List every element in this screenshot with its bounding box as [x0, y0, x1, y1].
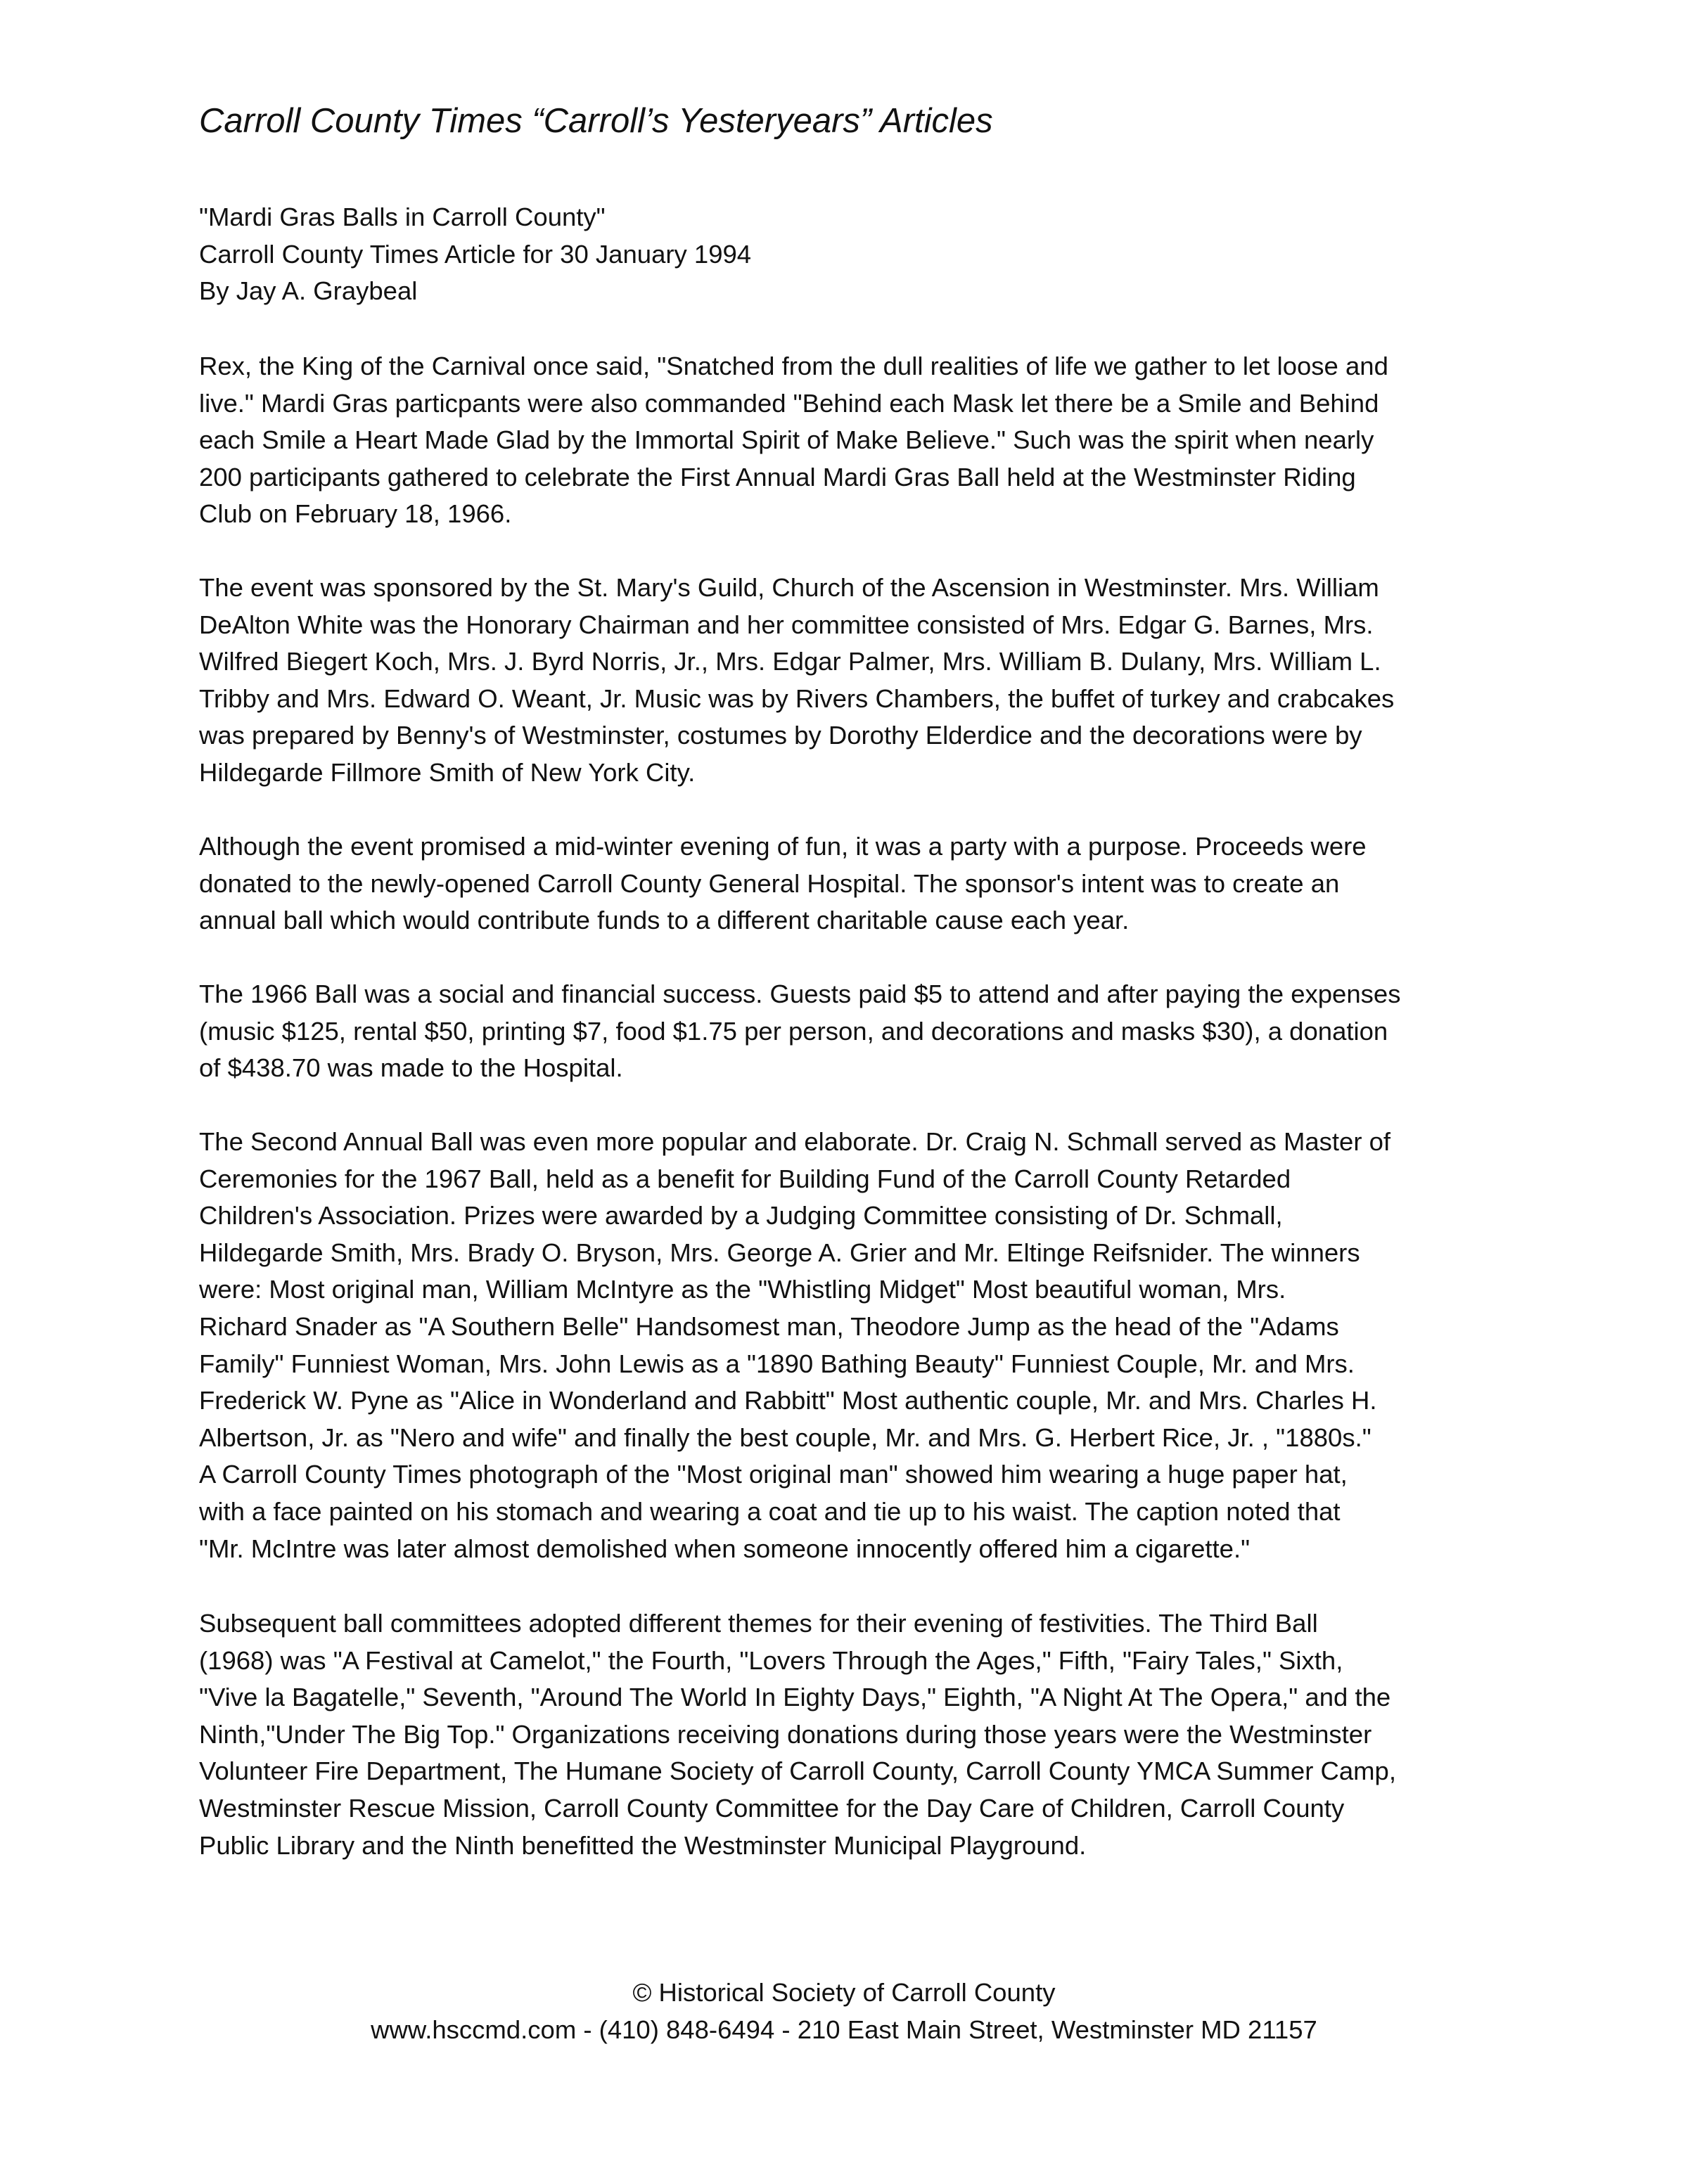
paragraph-line: of $438.70 was made to the Hospital. — [199, 1053, 623, 1083]
paragraph-line: were: Most original man, William McIntyre as the "Whistling Midget" Most beautiful woman, Mrs. — [199, 1275, 1286, 1304]
paragraph-line: "Vive la Bagatelle," Seventh, "Around The World In Eighty Days," Eighth, "A Night At The Opera," and the — [199, 1683, 1391, 1712]
article-paragraph — [199, 1124, 1390, 1567]
paragraph-line: Club on February 18, 1966. — [199, 499, 512, 529]
copyright-notice: © Historical Society of Carroll County — [632, 1978, 1056, 2007]
article-header — [199, 199, 751, 310]
paragraph-line: Family" Funniest Woman, Mrs. John Lewis as a "1890 Bathing Beauty" Funniest Couple, Mr. and Mrs. — [199, 1349, 1355, 1378]
article-paragraph — [199, 348, 1388, 533]
paragraph-line: (music $125, rental $50, printing $7, food $1.75 per person, and decorations and masks $30), a donation — [199, 1016, 1388, 1046]
contact-info: www.hsccmd.com - (410) 848-6494 - 210 East Main Street, Westminster MD 21157 — [371, 2015, 1317, 2044]
paragraph-line: donated to the newly-opened Carroll County General Hospital. The sponsor's intent was to create an — [199, 868, 1340, 898]
paragraph-line: Frederick W. Pyne as "Alice in Wonderland and Rabbitt" Most authentic couple, Mr. and Mrs. Charles H. — [199, 1386, 1377, 1415]
paragraph-line: A Carroll County Times photograph of the "Most original man" showed him wearing a huge paper hat, — [199, 1460, 1348, 1489]
paragraph-line: Rex, the King of the Carnival once said, "Snatched from the dull realities of life we gather to let loose and — [199, 352, 1388, 380]
paragraph-line: each Smile a Heart Made Glad by the Immortal Spirit of Make Believe." Such was the spirit when nearly — [199, 425, 1374, 455]
article-byline: By Jay A. Graybeal — [199, 276, 418, 306]
paragraph-line: Hildegarde Smith, Mrs. Brady O. Bryson, Mrs. George A. Grier and Mr. Eltinge Reifsnider. The winners — [199, 1238, 1360, 1267]
paragraph-line: with a face painted on his stomach and wearing a coat and tie up to his waist. The caption noted that — [199, 1496, 1341, 1526]
paragraph-line: DeAlton White was the Honorary Chairman and her committee consisted of Mrs. Edgar G. Barnes, Mrs. — [199, 610, 1374, 639]
paragraph-line: The event was sponsored by the St. Mary's Guild, Church of the Ascension in Westminster. Mrs. William — [199, 573, 1379, 602]
paragraph-line: Hildegarde Fillmore Smith of New York City. — [199, 757, 696, 787]
paragraph-line: live." Mardi Gras particpants were also commanded "Behind each Mask let there be a Smile and Behind — [199, 388, 1379, 418]
article-paragraph — [199, 1605, 1396, 1864]
paragraph-line: Ninth,"Under The Big Top." Organizations receiving donations during those years were the Westminster — [199, 1719, 1372, 1749]
paragraph-line: Tribby and Mrs. Edward O. Weant, Jr. Music was by Rivers Chambers, the buffet of turkey and crabcakes — [199, 683, 1395, 713]
paragraph-line: "Mr. McIntre was later almost demolished when someone innocently offered him a cigarette." — [199, 1534, 1251, 1563]
article-paragraph — [199, 976, 1400, 1087]
paragraph-line: (1968) was "A Festival at Camelot," the Fourth, "Lovers Through the Ages," Fifth, "Fairy Tales," Sixth, — [199, 1645, 1343, 1675]
paragraph-line: Richard Snader as "A Southern Belle" Handsomest man, Theodore Jump as the head of the "Adams — [199, 1311, 1339, 1341]
paragraph-line: The Second Annual Ball was even more popular and elaborate. Dr. Craig N. Schmall served as Master of — [199, 1127, 1391, 1156]
article-paragraph — [199, 828, 1367, 939]
paragraph-line: Wilfred Biegert Koch, Mrs. J. Byrd Norris, Jr., Mrs. Edgar Palmer, Mrs. William B. Dulany, Mrs. William L. — [199, 647, 1381, 676]
article-headline: "Mardi Gras Balls in Carroll County" — [199, 203, 606, 231]
paragraph-line: Volunteer Fire Department, The Humane Society of Carroll County, Carroll County YMCA Summer Camp, — [199, 1756, 1396, 1786]
paragraph-line: Westminster Rescue Mission, Carroll County Committee for the Day Care of Children, Carroll County — [199, 1793, 1345, 1823]
paragraph-line: annual ball which would contribute funds to a different charitable cause each year. — [199, 906, 1130, 935]
paragraph-line: 200 participants gathered to celebrate the First Annual Mardi Gras Ball held at the Westminster Riding — [199, 462, 1356, 492]
page-footer — [0, 1974, 1688, 2048]
article-dateline: Carroll County Times Article for 30 January 1994 — [199, 239, 752, 269]
paragraph-line: Although the event promised a mid-winter evening of fun, it was a party with a purpose. Proceeds were — [199, 832, 1367, 861]
paragraph-line: Subsequent ball committees adopted different themes for their evening of festivities. The Third Ball — [199, 1609, 1318, 1638]
paragraph-line: was prepared by Benny's of Westminster, costumes by Dorothy Elderdice and the decorations were by — [199, 721, 1362, 750]
paragraph-line: Public Library and the Ninth benefitted the Westminster Municipal Playground. — [199, 1830, 1087, 1860]
paragraph-line: Children's Association. Prizes were awarded by a Judging Committee consisting of Dr. Schmall, — [199, 1201, 1283, 1231]
paragraph-line: Albertson, Jr. as "Nero and wife" and finally the best couple, Mr. and Mrs. G. Herbert Rice, Jr. , "1880s." — [199, 1422, 1372, 1452]
paragraph-line: The 1966 Ball was a social and financial success. Guests paid $5 to attend and after paying the expenses — [199, 979, 1401, 1008]
paragraph-line: Ceremonies for the 1967 Ball, held as a benefit for Building Fund of the Carroll County Retarded — [199, 1164, 1291, 1193]
article-paragraph — [199, 570, 1394, 792]
page-title: Carroll County Times “Carroll’s Yesteryears” Articles — [199, 102, 993, 140]
